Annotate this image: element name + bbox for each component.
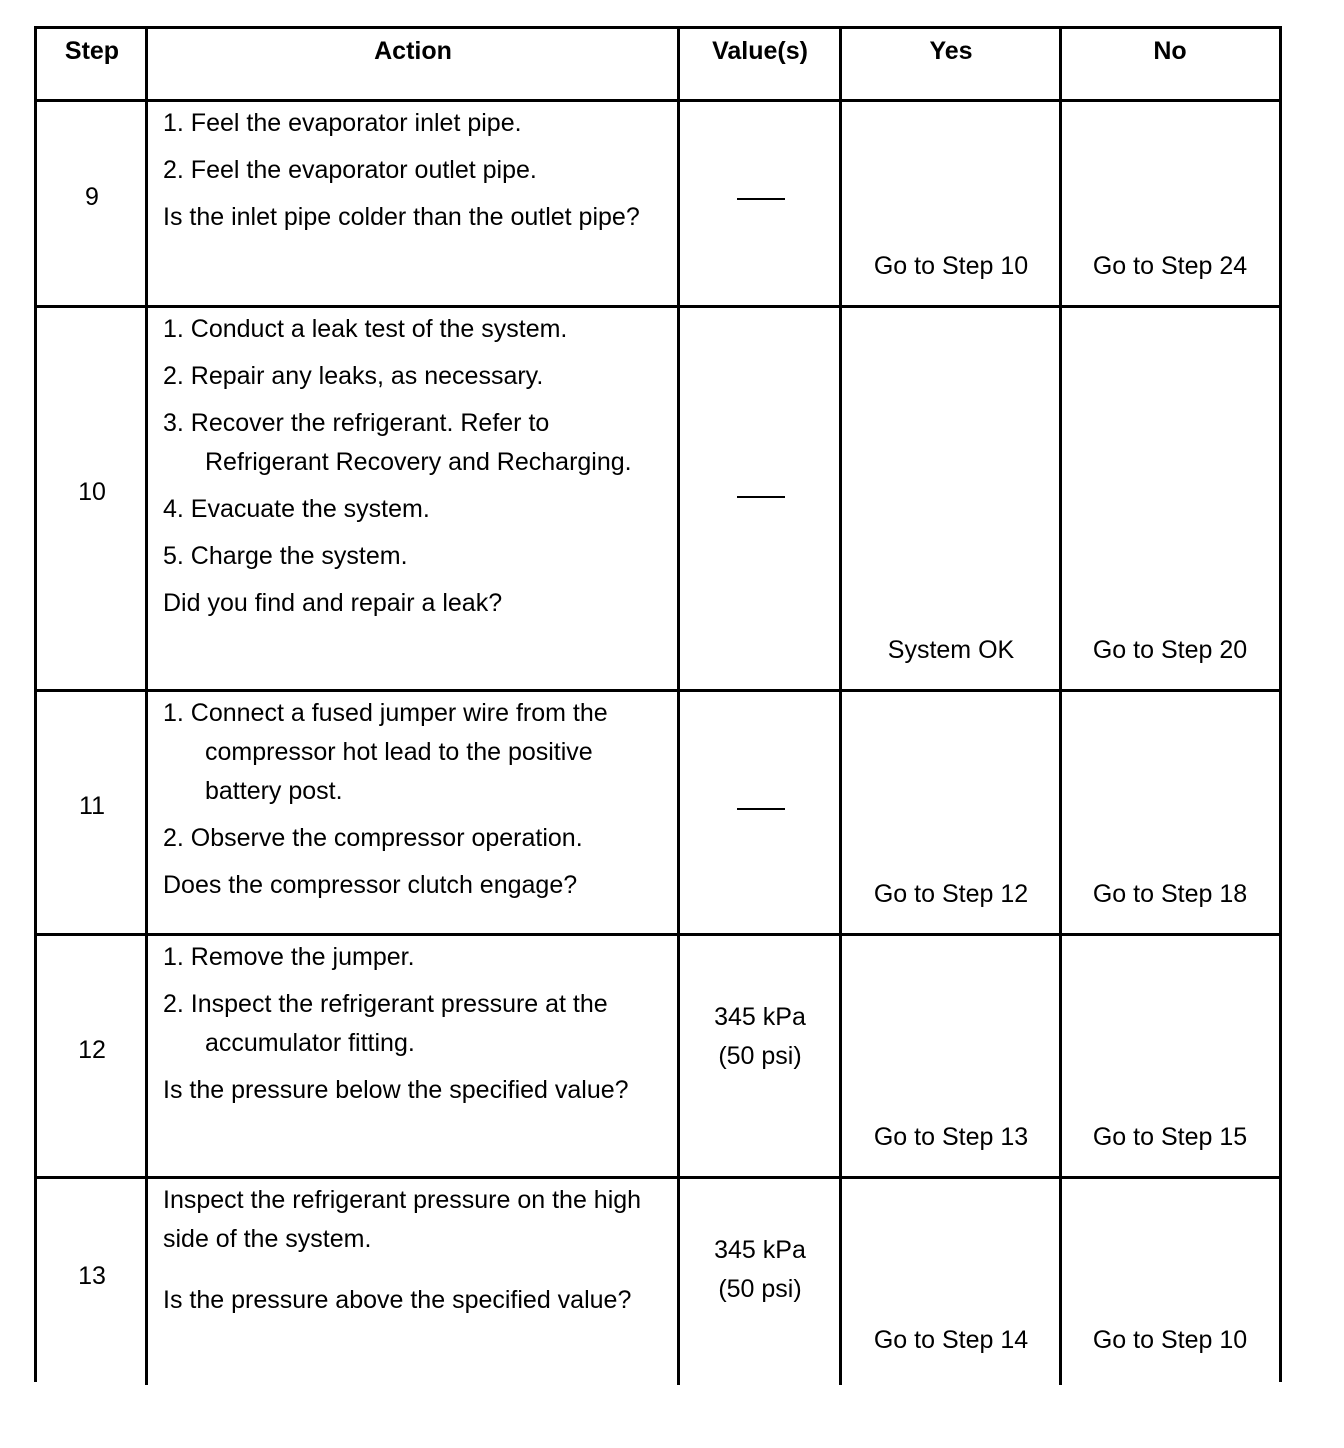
empty-value-dash [737, 198, 785, 200]
value-cell [679, 102, 841, 305]
no-cell [1061, 692, 1279, 933]
header-no: No [1153, 37, 1187, 65]
yes-cell [841, 308, 1061, 689]
step-number: 10 [78, 478, 106, 506]
action-cell [147, 936, 679, 1176]
action-cell [147, 692, 679, 933]
action-item: 4. Evacuate the system. [163, 495, 430, 523]
value-text: 345 kPa [714, 1003, 806, 1031]
no-result: Go to Step 20 [1092, 636, 1248, 664]
action-item: 5. Charge the system. [163, 542, 408, 570]
step-number: 11 [79, 792, 105, 820]
action-cell [147, 1179, 679, 1385]
no-result: Go to Step 24 [1092, 252, 1248, 280]
table-row [37, 308, 1279, 692]
yes-result: Go to Step 12 [873, 880, 1029, 908]
action-item: 1. Remove the jumper. [163, 943, 415, 971]
diagnostic-table [34, 26, 1282, 1382]
action-item: 1. Conduct a leak test of the system. [163, 315, 568, 343]
no-cell [1061, 102, 1279, 305]
step-number: 13 [78, 1261, 106, 1290]
no-cell [1061, 308, 1279, 689]
empty-value-dash [737, 496, 785, 498]
header-step: Step [64, 37, 120, 65]
value-cell [679, 308, 841, 689]
action-item: Inspect the refrigerant pressure on the high side of the system. [163, 1186, 642, 1253]
yes-result: Go to Step 10 [873, 252, 1029, 280]
header-yes: Yes [929, 37, 973, 65]
yes-cell [841, 1179, 1061, 1385]
no-result: Go to Step 18 [1092, 880, 1248, 908]
yes-cell [841, 692, 1061, 933]
header-action: Action [374, 37, 452, 65]
action-question: Is the inlet pipe colder than the outlet pipe? [163, 203, 640, 231]
table-header-row [37, 29, 1279, 102]
no-cell [1061, 936, 1279, 1176]
table-row [37, 102, 1279, 308]
value-text: 345 kPa [714, 1236, 806, 1264]
action-item: 2. Inspect the refrigerant pressure at the accumulator fitting. [163, 990, 608, 1057]
action-question: Does the compressor clutch engage? [163, 871, 578, 899]
value-text: (50 psi) [718, 1042, 802, 1070]
empty-value-dash [737, 808, 785, 810]
no-cell [1061, 1179, 1279, 1385]
value-cell [679, 1179, 841, 1385]
header-values: Value(s) [712, 37, 808, 65]
yes-cell [841, 936, 1061, 1176]
step-number: 9 [85, 183, 99, 211]
action-cell [147, 308, 679, 689]
yes-result: Go to Step 14 [873, 1326, 1029, 1354]
table-row [37, 692, 1279, 936]
action-question: Is the pressure below the specified value? [163, 1076, 629, 1104]
action-question: Is the pressure above the specified value? [163, 1286, 632, 1314]
action-item: 2. Observe the compressor operation. [163, 824, 583, 852]
no-result: Go to Step 10 [1092, 1326, 1248, 1354]
action-item: 2. Feel the evaporator outlet pipe. [163, 156, 537, 184]
yes-result: System OK [887, 636, 1015, 664]
table-row [37, 1179, 1279, 1385]
value-text: (50 psi) [718, 1275, 802, 1303]
yes-cell [841, 102, 1061, 305]
action-item: 1. Feel the evaporator inlet pipe. [163, 109, 522, 137]
value-cell [679, 936, 841, 1176]
table-row [37, 936, 1279, 1179]
value-cell [679, 692, 841, 933]
action-item: 3. Recover the refrigerant. Refer to Refrigerant Recovery and Recharging. [163, 409, 632, 476]
no-result: Go to Step 15 [1092, 1123, 1248, 1151]
action-question: Did you find and repair a leak? [163, 589, 503, 617]
action-item: 1. Connect a fused jumper wire from the compressor hot lead to the positive battery post. [163, 699, 608, 805]
action-cell [147, 102, 679, 305]
step-number: 12 [78, 1035, 106, 1064]
action-item: 2. Repair any leaks, as necessary. [163, 362, 544, 390]
yes-result: Go to Step 13 [873, 1123, 1029, 1151]
